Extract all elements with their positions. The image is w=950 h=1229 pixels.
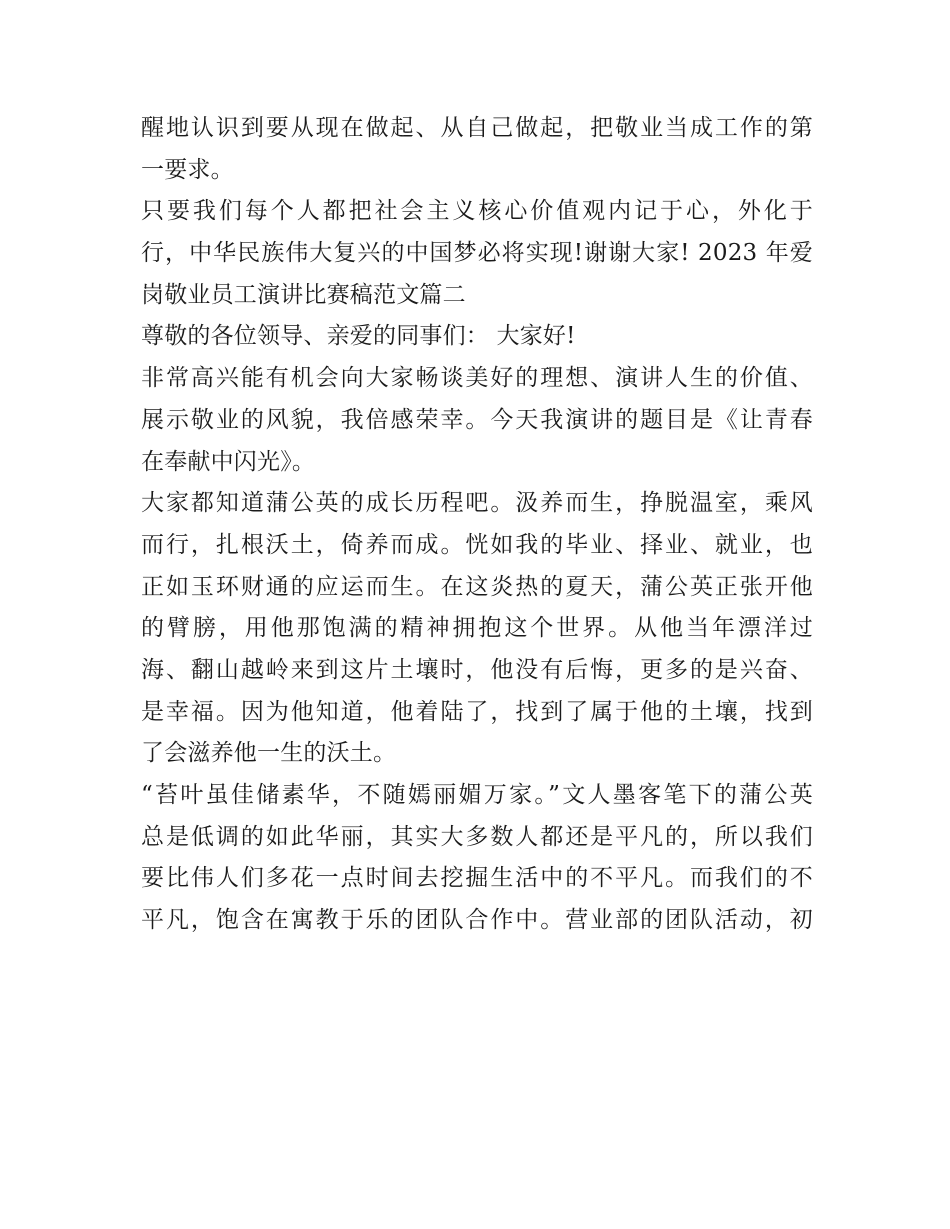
text-line: 了会滋养他一生的沃土。 — [141, 740, 397, 767]
text-line: 海、翻山越岭来到这片土壤时，他没有后悔，更多的是兴奋、 — [141, 656, 813, 683]
text-line: 而行，扎根沃土，倚养而成。恍如我的毕业、择业、就业，也 — [141, 531, 813, 558]
document-body — [141, 108, 813, 942]
text-line: 行，中华民族伟大复兴的中国梦必将实现!谢谢大家! 2023 年爱 — [141, 240, 813, 267]
text-line: 的臂膀，用他那饱满的精神拥抱这个世界。从他当年漂洋过 — [141, 615, 813, 642]
text-line: 是幸福。因为他知道，他着陆了，找到了属于他的土壤，找到 — [141, 698, 813, 725]
text-line: 醒地认识到要从现在做起、从自己做起，把敬业当成工作的第 — [141, 115, 813, 141]
text-line: “苔叶虽佳储素华，不随嫣丽媚万家。”文人墨客笔下的蒲公英 — [141, 782, 813, 808]
text-line: 大家都知道蒲公英的成长历程吧。汲养而生，挣脱温室，乘风 — [141, 490, 813, 517]
text-line: 要比伟人们多花一点时间去挖掘生活中的不平凡。而我们的不 — [141, 865, 813, 892]
text-line: 非常高兴能有机会向大家畅谈美好的理想、演讲人生的价值、 — [141, 365, 813, 392]
text-line: 在奉献中闪光》。 — [141, 448, 316, 475]
text-line: 正如玉环财通的应运而生。在这炎热的夏天，蒲公英正张开他 — [141, 573, 813, 600]
text-line: 一要求。 — [141, 156, 234, 183]
text-line: 岗敬业员工演讲比赛稿范文篇二 — [141, 281, 466, 308]
text-line: 尊敬的各位领导、亲爱的同事们： 大家好! — [141, 323, 576, 350]
text-line: 总是低调的如此华丽，其实大多数人都还是平凡的，所以我们 — [141, 823, 813, 850]
text-line: 只要我们每个人都把社会主义核心价值观内记于心，外化于 — [141, 198, 813, 225]
text-line: 展示敬业的风貌，我倍感荣幸。今天我演讲的题目是《让青春 — [141, 406, 813, 433]
text-line: 平凡，饱含在寓教于乐的团队合作中。营业部的团队活动，初 — [141, 907, 813, 934]
